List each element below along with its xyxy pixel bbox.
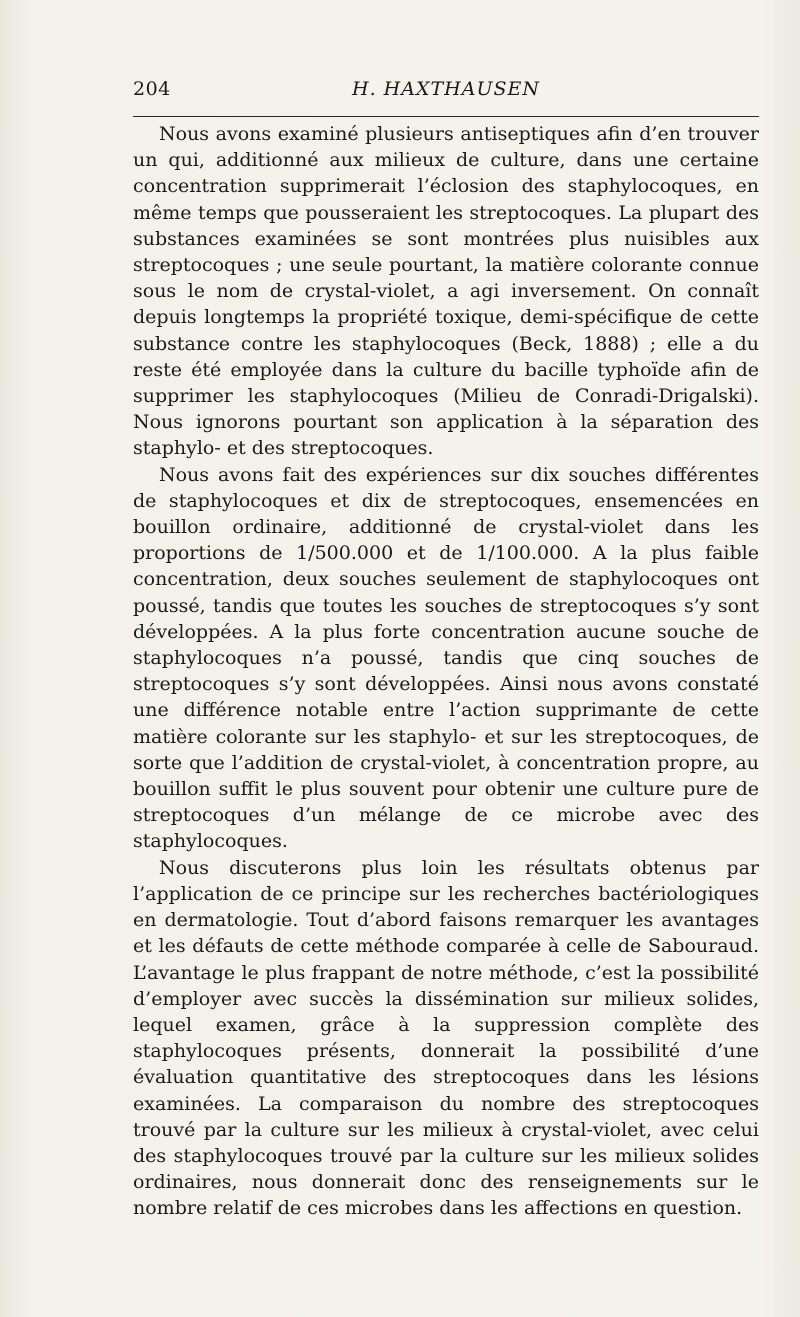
page-header xyxy=(133,78,759,108)
running-title: H. HAXTHAUSEN xyxy=(352,78,540,100)
paragraph: Nous avons fait des expériences sur dix souches différentes de staphylocoques et dix de streptocoques, ensemencées en bouillon ordinaire, additionné de crystal-violet dans les proportions de 1/500.000 et de 1/100.000. A la plus faible concentration, deux souches seulement de staphylocoques ont poussé, tandis que toutes les souches de streptocoques s’y sont développées. A la plus forte concentration aucune souche de staphylocoques n’a poussé, tandis que cinq souches de streptocoques s’y sont développées. Ainsi nous avons constaté une différence notable entre l’action supprimante de cette matière colorante sur les staphylo- et sur les streptocoques, de sorte que l’addition de crystal-violet, à concentration propre, au bouillon suffit le plus souvent pour obtenir une culture pure de streptocoques d’un mélange de ce microbe avec des staphylocoques. xyxy=(133,463,759,853)
paragraph: Nous discuterons plus loin les résultats obtenus par l’application de ce principe sur les recherches bactériologiques en dermatologie. Tout d’abord faisons remarquer les avantages et les défauts de cette méthode comparée à celle de Sabouraud. L’avantage le plus frappant de notre méthode, c’est la possibilité d’employer avec succès la dissémination sur milieux solides, lequel examen, grâce à la suppression complète des staphylocoques présents, donnerait la possibilité d’une évaluation quantitative des streptocoques dans les lésions examinées. La comparaison du nombre des streptocoques trouvé par la culture sur les milieux à crystal-violet, avec celui des staphylocoques trouvé par la culture sur les milieux solides ordinaires, nous donnerait donc des renseignements sur le nombre relatif de ces microbes dans les affections en question. xyxy=(133,856,759,1220)
paragraph: Nous avons examiné plusieurs antiseptiques afin d’en trouver un qui, additionné aux milieux de culture, dans une certaine concentration supprimerait l’éclosion des staphylocoques, en même temps que pousseraient les streptocoques. La plupart des substances examinées se sont montrées plus nuisibles aux streptocoques ; une seule pourtant, la matière colorante connue sous le nom de crystal-violet, a agi inversement. On connaît depuis longtemps la propriété toxique, demi-spécifique de cette substance contre les staphylocoques (Beck, 1888) ; elle a du reste été employée dans la culture du bacille typhoïde afin de supprimer les staphylocoques (Milieu de Conradi-Drigalski). Nous ignorons pourtant son application à la séparation des staphylo- et des streptocoques. xyxy=(133,123,759,460)
body-text xyxy=(133,121,759,1222)
header-rule xyxy=(133,116,759,117)
page-number: 204 xyxy=(133,78,171,100)
